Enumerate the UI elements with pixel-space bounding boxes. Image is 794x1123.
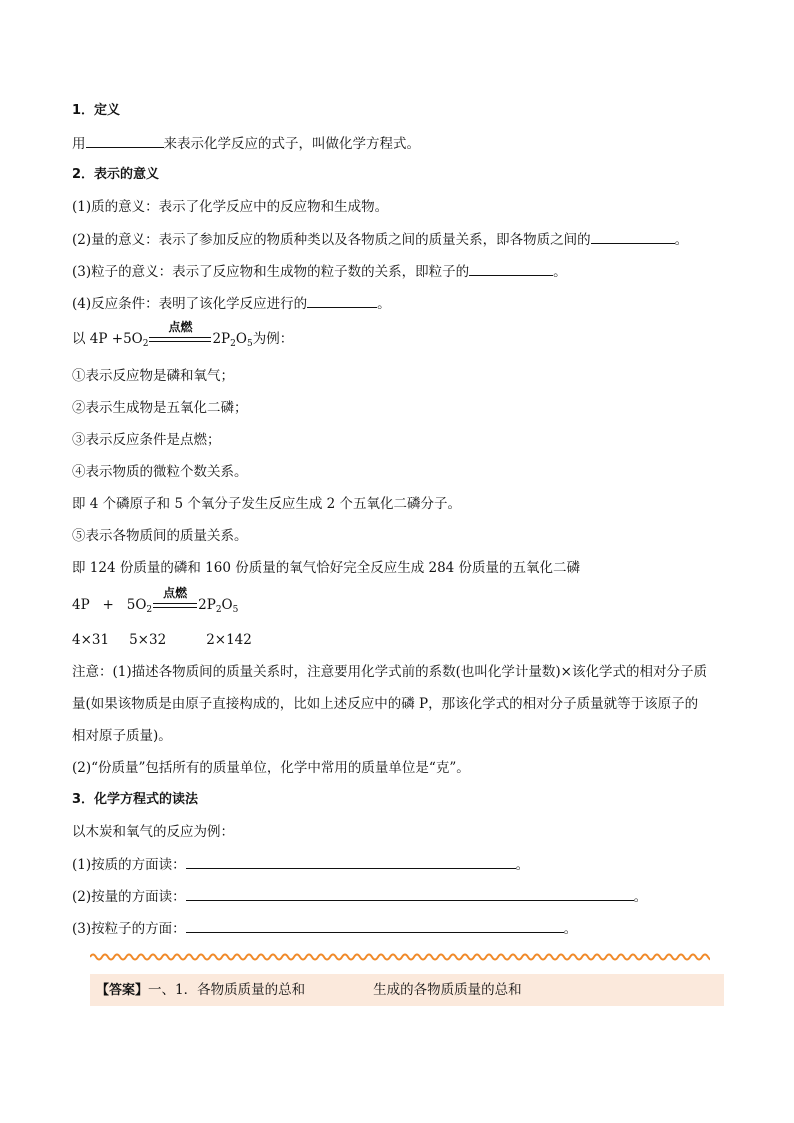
subscript: 2 (142, 339, 149, 349)
subscript: 5 (232, 605, 239, 615)
period: 。 (563, 921, 578, 937)
mass-o2: 5×32 (129, 632, 167, 648)
meaning-4-line (72, 293, 391, 314)
equation-reactants: 以 4P +5O (72, 331, 143, 347)
reaction-arrow (149, 320, 211, 349)
reaction-condition: 点燃 (163, 586, 188, 600)
equation-product: 2P (212, 331, 231, 347)
example-equation (72, 320, 294, 349)
equation-product-o: O (235, 331, 247, 347)
note-2: (2)“份质量”包括所有的质量单位，化学中常用的质量单位是“克”。 (72, 760, 470, 776)
reading-3-line (72, 918, 577, 939)
mass-p: 4×31 (72, 632, 110, 648)
period: 。 (633, 889, 648, 905)
meaning-2: (2)量的意义：表示了参加反应的物质种类以及各物质之间的质量关系，即各物质之间的 (72, 232, 591, 248)
answer-tag: 【答案】 (96, 983, 149, 998)
subscript: 5 (246, 339, 253, 349)
mass-p2o5: 2×142 (206, 632, 252, 648)
meaning-3: (3)粒子的意义：表示了反应物和生成物的粒子数的关系，即粒子的 (72, 264, 470, 280)
example-item: ⑤表示各物质间的质量关系。 (72, 528, 248, 544)
meaning-3-line (72, 261, 567, 282)
example-item: 即 124 份质量的磷和 160 份质量的氧气恰好完全反应生成 284 份质量的五氧化二磷 (72, 560, 581, 576)
answer-box (90, 974, 724, 1006)
period: 。 (674, 232, 689, 248)
fill-blank[interactable] (186, 886, 634, 901)
equation-product-o: O (221, 597, 233, 613)
note-1-line-3: 相对原子质量)。 (72, 728, 172, 744)
definition-prefix: 用 (72, 136, 86, 152)
mass-values (72, 630, 252, 650)
example-item: ④表示物质的微粒个数关系。 (72, 464, 248, 480)
answer-text-1: 一、1．各物质质量的总和 (148, 982, 306, 998)
period: 。 (515, 857, 530, 873)
reaction-condition: 点燃 (168, 320, 193, 334)
example-item: 即 4 个磷原子和 5 个氧分子发生反应生成 2 个五氧化二磷分子。 (72, 496, 462, 512)
example-item: ③表示反应条件是点燃； (72, 432, 221, 448)
example-item: ①表示反应物是磷和氧气； (72, 368, 234, 384)
note-1-line-2: 量(如果该物质是由原子直接构成的，比如上述反应中的磷 P，那该化学式的相对分子质量就等于该原子的 (72, 696, 699, 712)
period: 。 (553, 264, 567, 280)
wave-divider (90, 950, 710, 964)
fill-blank[interactable] (307, 293, 377, 308)
definition-suffix: 来表示化学反应的式子，叫做化学方程式。 (163, 136, 420, 152)
meaning-1: (1)质的意义：表示了化学反应中的反应物和生成物。 (72, 199, 389, 215)
reading-2: (2)按量的方面读： (72, 889, 186, 905)
definition-line (72, 133, 420, 154)
fill-blank[interactable] (86, 133, 164, 148)
fill-blank[interactable] (469, 261, 553, 276)
fill-blank[interactable] (186, 854, 516, 869)
subscript: 2 (146, 605, 153, 615)
period: 。 (377, 296, 391, 312)
mass-equation (72, 586, 239, 615)
reading-1: (1)按质的方面读： (72, 857, 186, 873)
reading-2-line (72, 886, 647, 907)
fill-blank[interactable] (186, 918, 564, 933)
subscript: 2 (230, 339, 236, 349)
example-suffix: 为例： (252, 331, 294, 347)
section-1-title: 1．定义 (72, 103, 121, 118)
subscript: 2 (215, 605, 222, 615)
answer-text-2: 生成的各物质质量的总和 (373, 982, 522, 998)
example-item: ②表示生成物是五氧化二磷； (72, 400, 248, 416)
reading-1-line (72, 854, 529, 875)
fill-blank[interactable] (591, 229, 675, 244)
equation-reactants: 4P + 5O (72, 597, 147, 613)
note-1-line-1: 注意：(1)描述各物质间的质量关系时，注意要用化学式前的系数(也叫化学计量数)×该化学式的相对分子质 (72, 664, 707, 680)
reading-intro: 以木炭和氧气的反应为例： (72, 824, 234, 840)
meaning-4: (4)反应条件：表明了该化学反应进行的 (72, 296, 308, 312)
equation-product: 2P (198, 597, 216, 613)
section-2-title: 2．表示的意义 (72, 167, 160, 182)
section-3-title: 3．化学方程式的读法 (72, 792, 199, 807)
meaning-2-line (72, 229, 688, 250)
reading-3: (3)按粒子的方面： (72, 921, 186, 937)
reaction-arrow (153, 586, 197, 615)
